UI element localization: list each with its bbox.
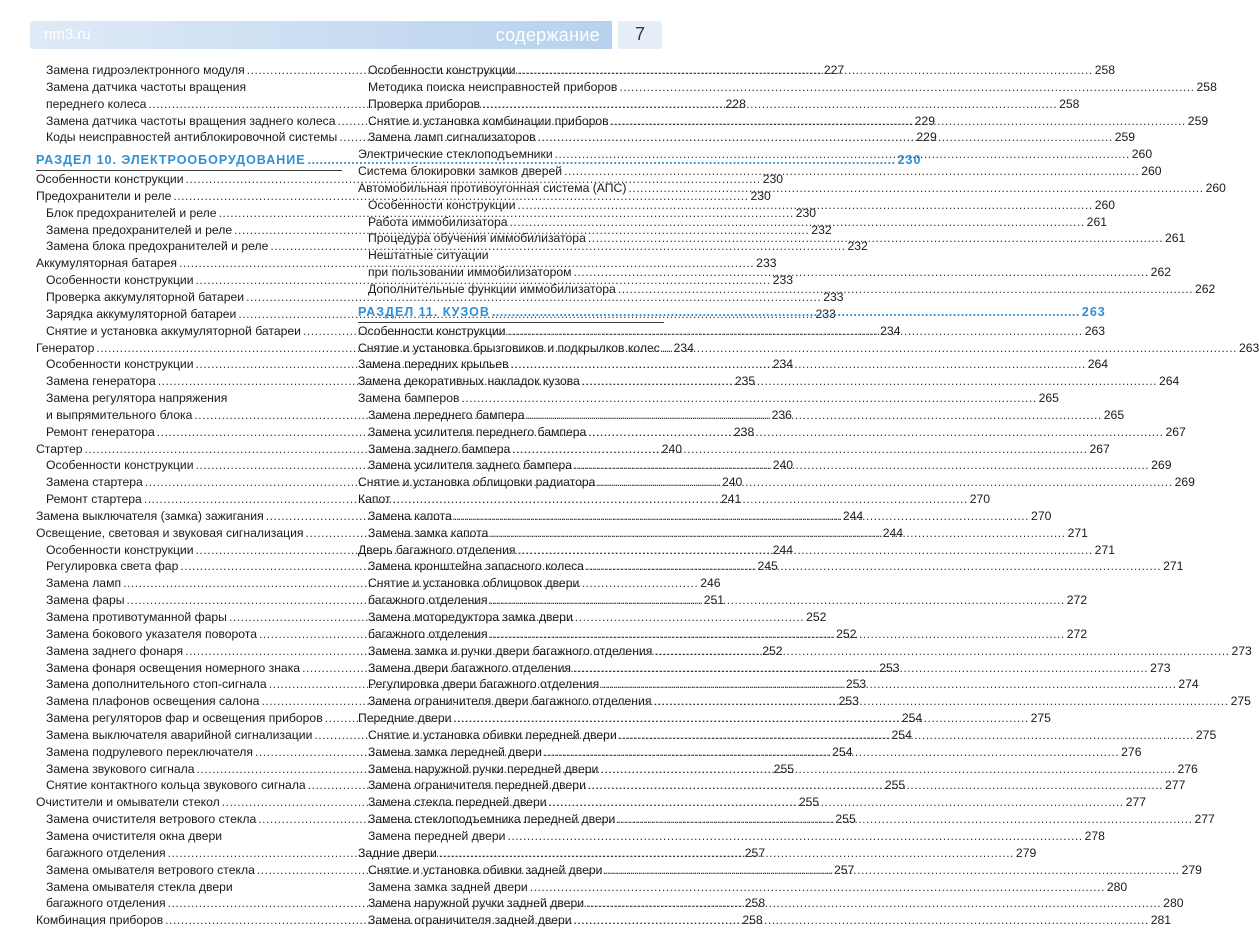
toc-entry-title: багажного отделения [368,626,488,641]
toc-entry-page: 271 [1163,559,1184,574]
toc-entry-title: Ремонт стартера [46,492,142,507]
toc-entry-page: 263 [1084,323,1106,338]
toc-entry-page: 258 [1094,63,1116,77]
toc-entry-title: Особенности конструкции [46,357,194,372]
toc-entry-title: Аккумуляторная батарея [36,256,178,271]
toc-entry-page: 265 [1103,407,1125,422]
toc-leader-dots [588,424,1163,441]
toc-leader-dots [654,643,1229,660]
toc-leader-dots [518,542,1093,559]
toc-entry-page: 279 [1015,845,1037,860]
toc-entry-page: 230 [762,172,784,187]
toc-entry-page: 278 [1084,828,1105,843]
toc-entry-page: 253 [838,694,859,709]
toc-entry-title: Замена ограничителя двери багажного отделения [368,694,652,709]
toc-entry-title: Замена переднего бампера [368,407,525,422]
toc-entry-page: 275 [1230,694,1251,709]
toc-entry-title: Особенности конструкции [36,172,184,187]
toc-entry-page: 274 [1178,677,1199,692]
toc-entry-title: Замена гидроэлектронного модуля [46,63,245,77]
toc-entry-page: 264 [1087,357,1109,372]
toc-entry-title: Очистители и омыватели стекол [36,795,220,810]
toc-entry-page: 234 [772,357,794,372]
toc-entry-title: Замена передних крыльев [358,357,509,372]
toc-entry-title: Снятие и установка облицовок двери [368,576,580,591]
toc-entry-title: Замена ламп [46,576,122,591]
toc-entry-page: 261 [1165,231,1186,246]
toc-entry-page: 258 [1196,79,1217,94]
toc-entry-title: Снятие и установка обивки задней двери [368,862,603,877]
toc-entry-page: 275 [1030,711,1051,726]
toc-entry-title: багажного отделения [46,845,166,860]
toc-entry-title: Генератор [36,340,95,355]
toc-entry-title: Капот [358,492,391,507]
toc-entry-page: 262 [1150,265,1172,280]
toc-entry-page: 252 [806,610,827,624]
toc-entry-page: 280 [1106,879,1128,894]
toc-entry-title: Замена дополнительного стоп-сигнала [46,677,267,692]
toc-entry-page: 257 [834,862,855,877]
toc-entry-title: Замена датчика частоты вращения [46,79,247,94]
toc-entry-title: Передние двери [358,711,452,726]
toc-entry-page: 260 [1205,180,1226,195]
toc-entry-title: Дополнительные функции иммобилизатора [368,281,616,296]
toc-entry[interactable] [358,609,664,626]
toc-entry-page: 277 [1125,795,1147,810]
toc-entry-page: 244 [882,525,904,540]
toc-entry-title: Замена двери багажного отделения [368,660,572,675]
toc-entry-title: Замена заднего бампера [368,441,511,456]
toc-leader-dots [628,180,1203,197]
toc-leader-dots [653,693,1228,710]
toc-leader-dots [527,407,1102,424]
toc-entry-page: 270 [969,492,991,507]
toc-entry-title: Замена звукового сигнала [46,761,195,776]
toc-leader-dots [508,323,1083,340]
toc-entry-title: Снятие и установка комбинации приборов [368,113,609,128]
toc-entry-title: Снятие и установка аккумуляторной батареи [46,323,301,338]
toc-entry-page: 258 [1059,96,1080,111]
toc-leader-dots [453,710,1028,727]
toc-entry-page: 269 [1174,475,1195,490]
toc-leader-dots [601,676,1176,693]
toc-entry-page: 267 [1089,441,1110,456]
toc-entry-page: 269 [1151,458,1172,473]
toc-leader-dots [530,879,1105,896]
section-title: содержание [495,25,600,45]
toc-entry-page: 257 [744,845,766,860]
toc-leader-dots [490,592,1065,609]
toc-entry-page: 259 [1187,113,1209,128]
toc-entry-title: Замена подрулевого переключателя [46,744,254,759]
toc-entry-page: 232 [811,222,832,237]
toc-entry[interactable] [36,879,342,896]
toc-entry-title: Ремонт генератора [46,424,155,439]
toc-entry-page: 261 [1086,214,1108,229]
toc-entry-title: Замена генератора [46,374,156,389]
toc-leader-dots [544,744,1119,761]
toc-entry-title: Снятие и установка обивки передней двери [368,727,617,742]
toc-leader-dots [617,811,1192,828]
toc-entry-title: Комбинация приборов [36,913,164,928]
toc-leader-dots [518,62,1093,79]
toc-entry-title: Методика поиска неисправностей приборов [368,79,618,94]
toc-leader-dots [518,197,1093,214]
toc-entry-title: Снятие и установка облицовки радиатора [358,475,596,490]
toc-entry-title: Стартер [36,441,83,456]
toc-entry-title: Замена блока предохранителей и реле [46,239,269,254]
toc-leader-dots [619,727,1194,744]
toc-leader-dots [597,474,1172,491]
toc-entry-title: Замена стекла передней двери [368,795,547,810]
toc-entry-title: Снятие и установка брызговиков и подкрылков колес [358,340,660,355]
toc-entry-title: Замена замка передней двери [368,744,542,759]
toc-leader-dots [662,340,1237,357]
toc-entry-page: 276 [1121,744,1142,759]
toc-entry-page: 279 [1181,862,1202,877]
toc-entry-title: Зарядка аккумуляторной батареи [46,306,237,321]
toc-entry-page: 244 [842,508,864,523]
toc-entry-title: и выпрямительного блока [46,407,193,422]
toc-entry-page: 228 [725,96,746,111]
toc-entry-title: Замена стартера [46,475,143,490]
toc-entry-page: 232 [847,239,868,254]
toc-entry-page: 260 [1131,147,1153,162]
toc-entry-page: 272 [1066,626,1088,641]
toc-entry-title: Замена заднего фонаря [46,643,184,658]
toc-entry-page: 246 [700,576,721,591]
toc-leader-dots [618,281,1193,298]
toc-entry-title: Замена фары [46,593,125,608]
toc-leader-dots [490,525,1065,542]
toc-entry-title: багажного отделения [368,593,488,608]
toc-entry-title: Предохранители и реле [36,188,172,203]
toc-entry-title: багажного отделения [46,896,166,911]
toc-leader-dots [574,457,1149,474]
toc-entry-page: 233 [756,256,777,271]
toc-entry-page: 254 [901,711,923,726]
toc-entry-title: Замена омывателя стекла двери [46,879,233,894]
toc-leader-dots [492,304,1080,321]
toc-entry-title: Особенности конструкции [358,323,506,338]
toc-entry-page: 255 [773,761,795,776]
toc-entry-title: Проверка приборов [368,96,480,111]
toc-entry-page: 229 [914,113,935,128]
toc-entry-page: 258 [742,913,763,928]
toc-leader-dots [512,441,1087,458]
toc-entry-page: 253 [879,660,900,675]
toc-leader-dots [604,862,1179,879]
toc-entry-title: Замена противотуманной фары [46,610,227,624]
toc-entry-page: 262 [1194,281,1216,296]
toc-entry-page: 240 [772,458,794,473]
toc-leader-dots [549,794,1124,811]
toc-entry-title: Замена регулятора напряжения [46,391,228,406]
toc-entry-title: Особенности конструкции [368,63,516,77]
toc-entry-title: Замена усилителя переднего бампера [368,424,587,439]
toc-entry-title: Замена плафонов освещения салона [46,694,260,709]
toc-entry-title: переднего колеса [46,96,147,111]
toc-entry-page: 230 [897,153,922,168]
toc-entry-page: 234 [880,323,901,338]
toc-entry-page: 234 [673,340,694,355]
toc-entry-title: Замена моторедуктора замка двери [368,610,573,624]
toc-entry-page: 275 [1195,727,1217,742]
toc-entry[interactable] [36,79,342,96]
toc-leader-dots [588,230,1163,247]
toc-entry-page: 259 [1114,130,1136,145]
toc-entry-title: Проверка аккумуляторной батареи [46,289,245,304]
toc-entry-title: Замена замка капота [368,525,489,540]
toc-entry-page: 240 [661,441,683,456]
toc-entry-page: 265 [1038,391,1059,406]
toc-entry-page: 263 [1081,304,1106,319]
toc-leader-dots [573,660,1148,677]
toc-entry-title: Замена замка задней двери [368,879,528,894]
toc-entry-page: 264 [1158,374,1180,389]
toc-entry-title: Блок предохранителей и реле [46,205,217,220]
toc-leader-dots [582,373,1157,390]
toc-entry[interactable] [358,390,1059,407]
toc-entry-page: 272 [1066,593,1088,608]
toc-entry-title: Электрические стеклоподъемники [358,147,553,162]
toc-entry-title: Замена кронштейна запасного колеса [368,559,584,574]
toc-entry-page: 241 [720,492,742,507]
toc-entry-title: Замена декоративных накладок кузова [358,374,580,389]
toc-entry-title: РАЗДЕЛ 10. ЭЛЕКТРООБОРУДОВАНИЕ [36,153,306,168]
toc-leader-dots [482,96,1057,113]
toc-entry-page: 277 [1165,778,1186,793]
toc-entry-title: Замена ламп сигнализаторов [368,130,536,145]
toc-entry-page: 244 [772,542,794,557]
toc-leader-dots [490,626,1065,643]
toc-entry-title: Дверь багажного отделения [358,542,516,557]
toc-entry-title: Задние двери [358,845,437,860]
toc-entry-page: 267 [1165,424,1186,439]
toc-entry-page: 254 [891,727,912,742]
toc-entry-title: РАЗДЕЛ 11. КУЗОВ [358,304,490,319]
toc-entry[interactable] [358,879,1128,896]
toc-entry-page: 280 [1163,896,1184,911]
toc-entry-page: 227 [823,63,845,77]
toc-entry-title: Система блокировки замков дверей [358,164,563,179]
toc-entry-page: 270 [1031,508,1052,523]
toc-leader-dots [555,146,1130,163]
toc-entry-page: 271 [1067,525,1088,540]
toc-entry-page: 252 [836,626,857,641]
toc-entry-title: Замена ограничителя задней двери [368,913,572,928]
toc-entry-title: Замена усилителя заднего бампера [368,458,573,473]
toc-entry-page: 273 [1150,660,1171,675]
toc-entry[interactable] [358,247,664,264]
toc-leader-dots [564,163,1139,180]
toc-leader-dots [588,777,1163,794]
toc-entry-page: 276 [1177,761,1198,776]
toc-entry[interactable] [36,828,342,845]
toc-leader-dots [586,558,1161,575]
toc-entry-title: Особенности конструкции [46,542,194,557]
toc-entry-page: 240 [721,475,743,490]
toc-entry-page: 260 [1094,197,1116,212]
toc-leader-dots [538,129,1113,146]
toc-leader-dots [507,828,1082,845]
toc-entry-title: Замена омывателя ветрового стекла [46,862,255,877]
toc-entry-page: 235 [734,374,756,389]
toc-entry-page: 258 [744,896,766,911]
toc-entry-title: Замена наружной ручки задней двери [368,896,585,911]
toc-entry-page: 233 [772,273,794,288]
toc-leader-dots [393,491,968,508]
toc-entry-title: Регулировка двери багажного отделения [368,677,600,692]
toc-entry-page: 252 [762,643,783,658]
toc-entry-title: Замена выключателя аварийной сигнализации [46,727,313,742]
toc-entry-title: Нештатные ситуации [368,248,489,263]
toc-entry-title: Замена регуляторов фар и освещения приборов [46,711,323,726]
toc-entry-title: Замена бокового указателя поворота [46,626,258,641]
toc-entry-title: Замена передней двери [368,828,506,843]
toc-entry-title: Замена фонаря освещения номерного знака [46,660,301,675]
toc-entry-page: 230 [795,205,817,220]
toc-leader-dots [439,845,1014,862]
toc-entry-page: 230 [750,188,771,203]
toc-entry-title: Замена очистителя окна двери [46,828,223,843]
toc-entry-title: Особенности конструкции [46,458,194,473]
toc-entry-page: 271 [1094,542,1116,557]
toc-entry-page: 233 [815,306,836,321]
toc-entry-title: Снятие контактного кольца звукового сигнала [46,778,306,793]
toc-leader-dots [619,79,1194,96]
toc-entry-title: Замена очистителя ветрового стекла [46,812,257,827]
toc-entry-page: 254 [832,744,853,759]
toc-entry-title: Особенности конструкции [46,273,194,288]
toc-entry[interactable] [358,575,664,592]
toc-leader-dots [611,113,1186,130]
toc-leader-dots [461,390,1036,407]
toc-entry-page: 251 [703,593,725,608]
toc-entry-page: 236 [771,407,792,422]
toc-entry-title: Регулировка света фар [46,559,179,574]
toc-entry-title: Замена капота [368,508,452,523]
toc-leader-dots [511,356,1086,373]
toc-entry-page: 253 [845,677,867,692]
toc-entry-title: Замена бамперов [358,391,460,406]
toc-leader-dots [586,895,1161,912]
toc-entry-title: Особенности конструкции [368,197,516,212]
toc-entry-page: 229 [916,130,937,145]
toc-entry-title: Замена ограничителя передней двери [368,778,586,793]
site-name[interactable]: rim3.ru [44,26,91,43]
toc-entry-page: 281 [1150,913,1172,928]
toc-entry-title: Освещение, световая и звуковая сигнализация [36,525,304,540]
toc-entry-page: 260 [1141,164,1162,179]
toc-entry[interactable] [36,390,342,407]
toc-entry-page: 263 [1238,340,1259,355]
toc-entry-title: Замена замка и ручки двери багажного отделения [368,643,653,658]
toc-entry-title: Замена датчика частоты вращения заднего колеса [46,113,336,128]
toc-entry[interactable] [358,79,1217,96]
toc-leader-dots [454,508,1029,525]
toc-entry-page: 238 [733,424,755,439]
toc-entry-page: 255 [798,795,820,810]
toc-entry[interactable] [358,828,1105,845]
toc-entry-title: Замена стеклоподъемника передней двери [368,812,616,827]
toc-entry-page: 255 [884,778,906,793]
toc-entry-page: 273 [1231,643,1252,658]
toc-leader-dots [574,264,1149,281]
toc-entry-title: Коды неисправностей антиблокировочной системы [46,130,338,145]
toc-entry-page: 255 [835,812,856,827]
toc-entry-title: Замена наружной ручки передней двери [368,761,599,776]
toc-entry-title: Работа иммобилизатора [368,214,508,229]
toc-leader-dots [574,912,1149,929]
toc-leader-dots [510,214,1085,231]
toc-entry-title: при пользовании иммобилизатором [368,265,572,280]
toc-leader-dots [600,761,1175,778]
toc-entry-page: 233 [823,289,844,304]
toc-entry-title: Замена выключателя (замка) зажигания [36,508,264,523]
toc-entry-title: Автомобильная противоугонная система (АПС) [358,180,627,195]
toc-entry-title: Процедура обучения иммобилизатора [368,231,586,246]
toc-entry[interactable] [36,289,844,306]
toc-entry-page: 277 [1194,812,1215,827]
toc-entry-title: Замена предохранителей и реле [46,222,233,237]
page-number: 7 [634,24,645,44]
toc-entry-page: 245 [757,559,778,574]
